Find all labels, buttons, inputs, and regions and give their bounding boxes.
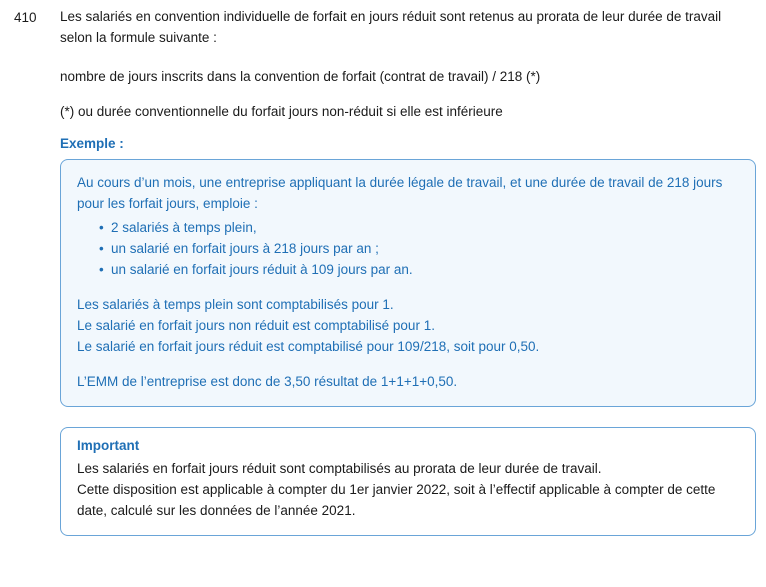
important-title: Important <box>77 438 140 453</box>
section-number: 410 <box>14 10 37 25</box>
example-line-3: Le salarié en forfait jours réduit est comptabilisé pour 109/218, soit pour 0,50. <box>77 339 540 354</box>
example-line-1: Les salariés à temps plein sont comptabilisés pour 1. <box>77 297 394 312</box>
example-line-2: Le salarié en forfait jours non réduit est comptabilisé pour 1. <box>77 318 435 333</box>
important-line-2: Cette disposition est applicable à compter du 1er janvier 2022, soit à l’effectif applicable à compter de cette date, calculé sur les données de l’année 2021. <box>77 482 716 518</box>
example-calculation-lines <box>77 294 739 357</box>
document-content <box>60 6 756 536</box>
paragraph-intro: Les salariés en convention individuelle de forfait en jours réduit sont retenus au prorata de leur durée de travail selon la formule suivante : <box>60 9 722 45</box>
example-conclusion: L’EMM de l’entreprise est donc de 3,50 résultat de 1+1+1+0,50. <box>77 374 458 389</box>
example-intro: Au cours d’un mois, une entreprise appliquant la durée légale de travail, et une durée de travail de 218 jours pour les forfait jours, emploie : <box>77 175 723 211</box>
list-item: • un salarié en forfait jours réduit à 109 jours par an. <box>99 259 739 280</box>
example-callout <box>60 159 756 407</box>
paragraph-formula: nombre de jours inscrits dans la convention de forfait (contrat de travail) / 218 (*) <box>60 69 541 84</box>
example-label: Exemple : <box>60 136 124 151</box>
paragraph-footnote: (*) ou durée conventionnelle du forfait jours non-réduit si elle est inférieure <box>60 104 503 119</box>
important-line-1: Les salariés en forfait jours réduit sont comptabilisés au prorata de leur durée de travail. <box>77 461 602 476</box>
list-item: • 2 salariés à temps plein, <box>99 217 739 238</box>
important-callout <box>60 427 756 536</box>
list-item: • un salarié en forfait jours à 218 jours par an ; <box>99 238 739 259</box>
example-bullet-list <box>77 217 739 280</box>
